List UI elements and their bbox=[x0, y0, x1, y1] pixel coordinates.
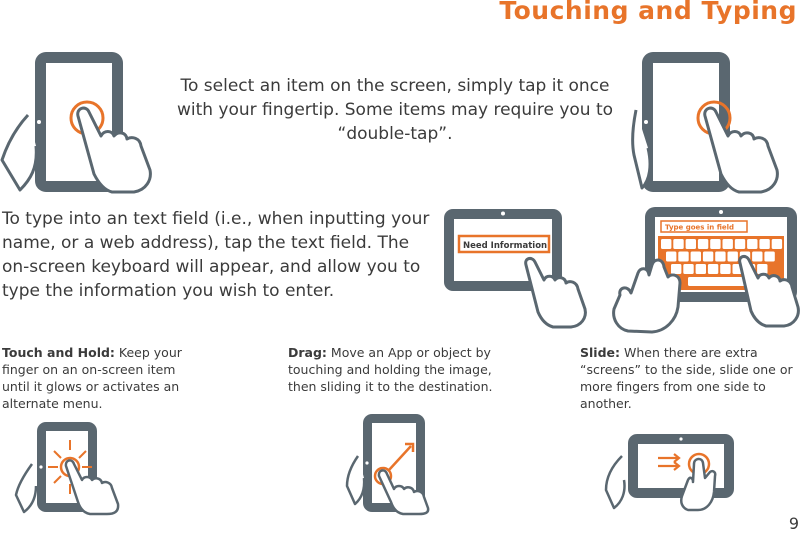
keyboard-key bbox=[759, 239, 769, 249]
touch-hold-description bbox=[2, 344, 207, 412]
keyboard-key bbox=[708, 264, 718, 274]
keyboard-tablet-illustration bbox=[608, 205, 801, 335]
slide-description bbox=[580, 344, 795, 412]
gesture-text: Move an App or object by touching and holding the image, then sliding it to the destination. bbox=[288, 345, 493, 394]
slide-illustration bbox=[602, 432, 737, 512]
gesture-text: Keep your finger on an on-screen item until it glows or activates an alternate menu. bbox=[2, 345, 182, 411]
page-number: 9 bbox=[788, 514, 799, 533]
drag-illustration bbox=[345, 412, 455, 515]
tap-tablet-illustration-right bbox=[630, 50, 800, 195]
gesture-name: Touch and Hold: bbox=[2, 345, 115, 360]
keyboard-key bbox=[735, 239, 745, 249]
keyboard-key bbox=[703, 252, 713, 262]
keyboard-key bbox=[678, 252, 688, 262]
keyboard-key bbox=[772, 239, 782, 249]
keyboard-spacebar bbox=[688, 277, 748, 286]
keyboard-key bbox=[671, 264, 681, 274]
keyboard-key bbox=[666, 252, 676, 262]
keyboard-key bbox=[691, 252, 701, 262]
keyboard-key bbox=[757, 264, 767, 274]
keyboard-key bbox=[715, 252, 725, 262]
keyboard-key bbox=[747, 239, 757, 249]
keyboard-key bbox=[661, 239, 671, 249]
keyboard-key bbox=[698, 239, 708, 249]
gesture-name: Slide: bbox=[580, 345, 620, 360]
touch-hold-illustration bbox=[12, 420, 132, 515]
keyboard-key bbox=[710, 239, 720, 249]
keyboard-key bbox=[752, 252, 762, 262]
text-field-tablet-illustration bbox=[440, 205, 590, 330]
text-field-label: Need Information bbox=[463, 241, 548, 251]
keyboard-key bbox=[696, 264, 706, 274]
tap-tablet-illustration-left bbox=[0, 50, 170, 195]
keyboard-key bbox=[764, 252, 774, 262]
keyboard-key bbox=[723, 239, 733, 249]
drag-description bbox=[288, 344, 523, 395]
tap-instructions: To select an item on the screen, simply tap it once with your fingertip. Some items may require you to “double-tap”. bbox=[176, 76, 614, 144]
typing-instructions: To type into an text field (i.e., when inputting your name, or a web address), tap the text field. The on-screen keyboard will appear, and allow you to type the information you wish to enter. bbox=[2, 209, 430, 301]
gesture-name: Drag: bbox=[288, 345, 327, 360]
keyboard-key bbox=[720, 264, 730, 274]
gesture-text: When there are extra “screens” to the side, slide one or more fingers from one side to another. bbox=[580, 345, 793, 411]
keyboard-field-label: Type goes in field bbox=[665, 223, 735, 232]
page-title: Touching and Typing bbox=[499, 0, 797, 25]
keyboard-key bbox=[728, 252, 738, 262]
keyboard-key bbox=[683, 264, 693, 274]
keyboard-key bbox=[673, 239, 683, 249]
keyboard-key bbox=[686, 239, 696, 249]
